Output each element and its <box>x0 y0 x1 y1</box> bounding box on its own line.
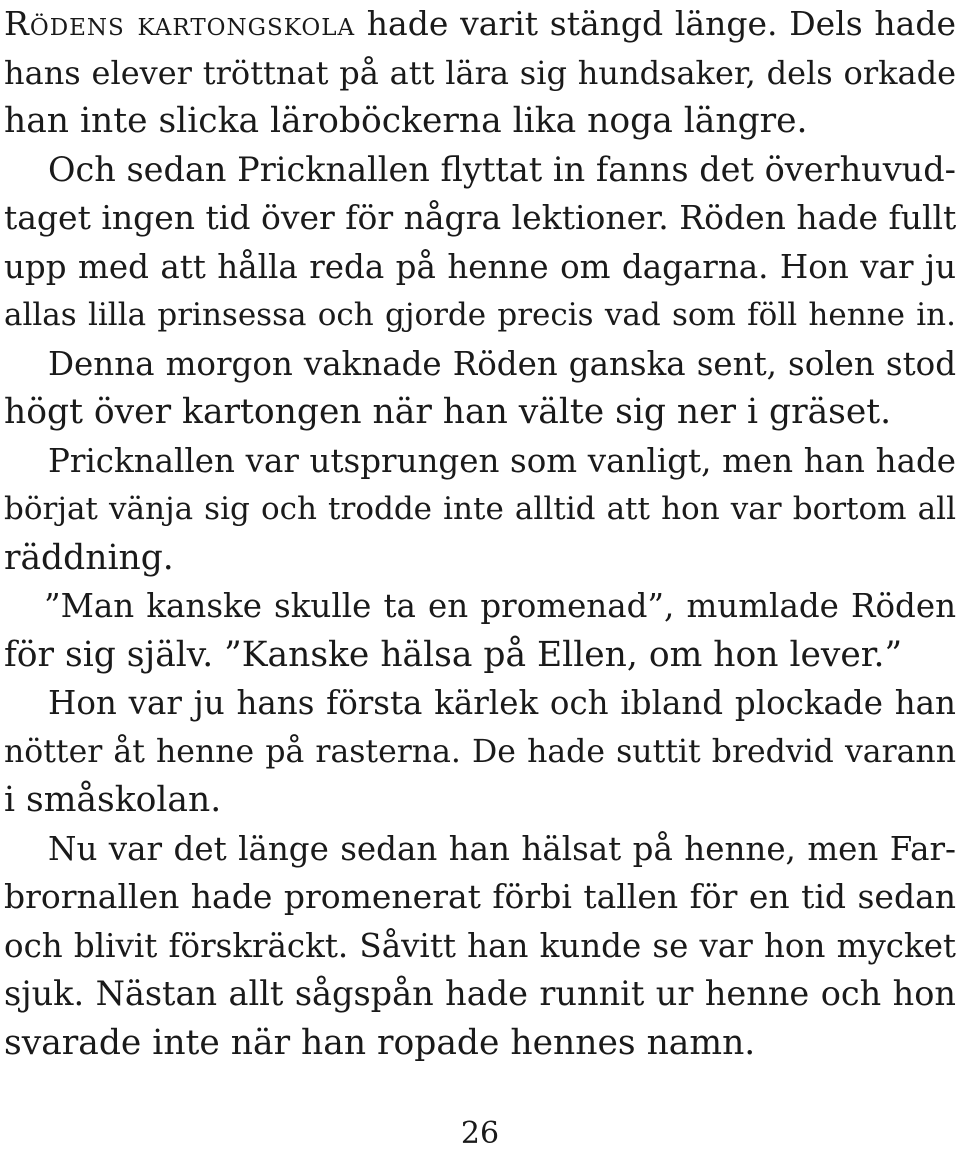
text-line <box>4 825 956 874</box>
text-line <box>4 873 956 922</box>
text-line <box>4 437 956 486</box>
line-text: svarade inte när han ropade hennes namn. <box>4 1022 756 1063</box>
text-line <box>4 388 956 437</box>
text-line <box>4 1019 956 1068</box>
line-text: i småskolan. <box>4 780 222 820</box>
line-text: hade varit stängd länge. Dels hade <box>355 4 956 43</box>
text-line <box>4 534 956 583</box>
line-text: räddning. <box>4 537 174 578</box>
text-line <box>4 194 956 243</box>
line-text: för sig själv. ”Kanske hälsa på Ellen, om hon lever.” <box>4 634 903 675</box>
line-text: hans elever tröttnat på att lära sig hundsaker, dels orkade <box>4 53 956 92</box>
line-text: nötter åt henne på rasterna. De hade suttit bredvid varann <box>4 733 956 770</box>
text-line <box>4 0 956 49</box>
text-line <box>4 776 956 825</box>
line-text: allas lilla prinsessa och gjorde precis vad som föll henne in. <box>4 297 956 333</box>
line-text: upp med att hålla reda på henne om dagarna. Hon var ju <box>4 247 956 286</box>
text-line <box>4 291 956 340</box>
line-text: Pricknallen var utsprungen som vanligt, men han hade <box>48 441 956 480</box>
text-line <box>4 97 956 146</box>
line-text: Hon var ju hans första kärlek och ibland plockade han <box>48 684 956 722</box>
text-line <box>4 631 956 680</box>
page-number: 26 <box>460 1116 500 1151</box>
line-text: Denna morgon vaknade Röden ganska sent, solen stod <box>48 344 956 383</box>
line-text: brornallen hade promenerat förbi tallen för en tid sedan <box>4 877 956 916</box>
text-line <box>4 146 956 195</box>
text-line <box>4 49 956 98</box>
text-line <box>4 970 956 1019</box>
text-line <box>4 679 956 728</box>
line-text: börjat vänja sig och trodde inte alltid att hon var bortom all <box>4 491 956 527</box>
line-text: sjuk. Nästan allt sågspån hade runnit ur henne och hon <box>4 974 956 1013</box>
text-line <box>4 582 956 631</box>
text-line <box>4 243 956 292</box>
opening-words: Rödens kartongskola <box>4 4 356 43</box>
text-line <box>4 340 956 389</box>
line-text: och blivit förskräckt. Såvitt han kunde se var hon mycket <box>4 926 956 965</box>
line-text: ”Man kanske skulle ta en promenad”, mumlade Röden <box>44 587 956 625</box>
line-text: han inte slicka läroböckerna lika noga längre. <box>4 101 808 141</box>
line-text: taget ingen tid över för några lektioner. Röden hade fullt <box>4 198 957 237</box>
body-text <box>4 0 956 1067</box>
line-text: högt över kartongen när han välte sig ner i gräset. <box>4 392 892 432</box>
line-text: Nu var det länge sedan han hälsat på henne, men Far- <box>48 829 956 868</box>
text-line <box>4 922 956 971</box>
text-line <box>4 485 956 534</box>
line-text: Och sedan Pricknallen flyttat in fanns det överhuvud- <box>48 149 956 189</box>
text-line <box>4 728 956 777</box>
